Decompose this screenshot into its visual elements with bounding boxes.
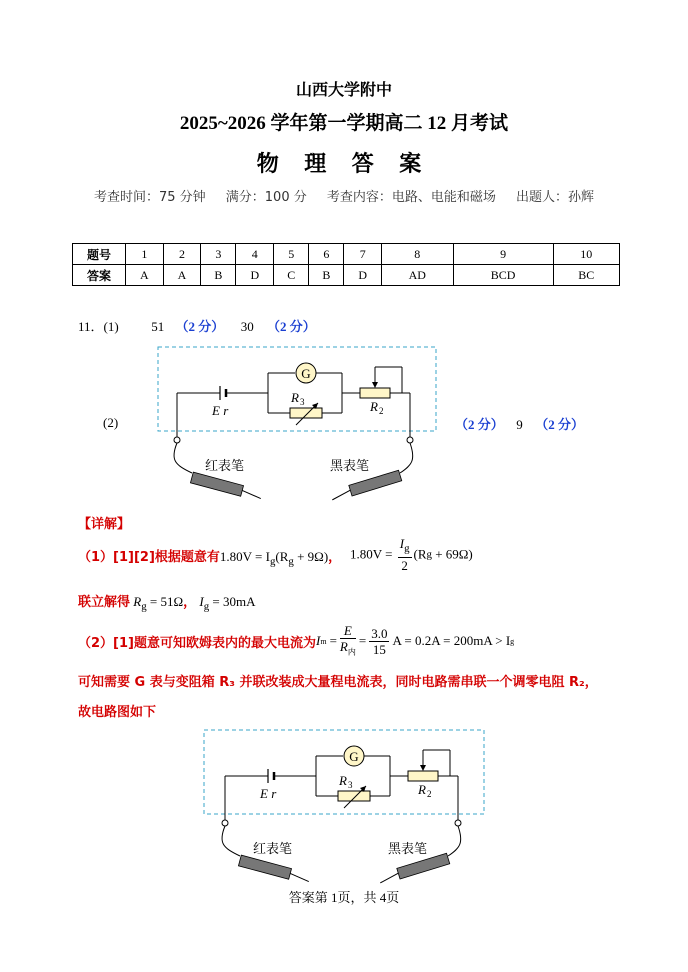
- question-number: 6: [309, 244, 344, 265]
- fraction-numerator: [398, 536, 412, 558]
- eq-part: 1.80V = I: [219, 549, 270, 564]
- black-probe-label: 黑表笔: [388, 841, 428, 856]
- table-row: [73, 265, 620, 286]
- eq-part: R: [339, 639, 348, 654]
- fraction-denominator: 15: [372, 641, 386, 657]
- eq-sub: g: [269, 555, 276, 568]
- fraction: [398, 536, 412, 573]
- separator: ，: [183, 595, 197, 610]
- eq-part: (R: [275, 549, 289, 564]
- eq-part: = 51Ω: [146, 594, 184, 609]
- q11-score3: （2 分）: [455, 417, 504, 432]
- question-number: 2: [163, 244, 201, 265]
- table-header-cell: 答案: [73, 265, 126, 286]
- equation-4: [199, 594, 256, 613]
- resistor-r3: [338, 791, 370, 801]
- answer-cell: BC: [553, 265, 619, 286]
- eq-part: (R: [413, 546, 427, 562]
- question-number: 5: [274, 244, 309, 265]
- question-number: 4: [236, 244, 274, 265]
- circuit-diagram-2: [198, 728, 498, 888]
- r2-label: R: [418, 782, 426, 797]
- galvanometer-label: G: [349, 749, 359, 764]
- slider-arrow-icon: [420, 765, 426, 771]
- r3-label: R: [339, 773, 347, 788]
- r3-label: R: [291, 390, 299, 405]
- equation-1: [219, 549, 329, 568]
- terminal-right: [455, 820, 461, 826]
- question-number: 7: [344, 244, 382, 265]
- answer-cell: A: [163, 265, 201, 286]
- info-author: 出题人：孙辉: [516, 190, 595, 205]
- eq-part: R: [133, 594, 142, 609]
- terminal-right: [407, 437, 413, 443]
- info-score: 满分：100 分: [225, 190, 307, 205]
- answer-cell: BCD: [453, 265, 553, 286]
- table-row: [73, 244, 620, 265]
- answer-cell: C: [274, 265, 309, 286]
- question-number: 10: [553, 244, 619, 265]
- q11-answer2: 30: [240, 319, 254, 334]
- table-header-cell: 题号: [73, 244, 126, 265]
- r2-label: R: [370, 399, 378, 414]
- eq-sub: g: [203, 600, 210, 613]
- emf-label: E r: [260, 786, 277, 801]
- info-content: 考查内容：电路、电能和磁场: [326, 190, 496, 205]
- question-number: 8: [382, 244, 453, 265]
- equation-3: [133, 594, 184, 613]
- eq-part: I: [399, 536, 405, 551]
- q11-score4: （2 分）: [535, 417, 585, 432]
- r3-subscript: 3: [348, 780, 353, 790]
- eq-part: + 69Ω): [431, 546, 473, 562]
- red-probe-label: 红表笔: [253, 841, 293, 856]
- black-probe: [330, 470, 402, 502]
- fraction: [340, 623, 356, 660]
- answer-table: [72, 243, 620, 286]
- explanation-heading: 【详解】: [78, 517, 131, 532]
- eq-sub: m: [320, 636, 327, 646]
- explanation-line1-prefix: （1）[1][2]根据题意有: [78, 550, 220, 565]
- eq-part: I: [315, 633, 321, 649]
- black-probe-label: 黑表笔: [330, 458, 370, 473]
- q11-score1: （2 分）: [175, 319, 225, 334]
- lead-wire: [222, 826, 240, 856]
- page-footer: 答案第 1页，共 4页: [288, 890, 400, 905]
- answer-cell: D: [236, 265, 274, 286]
- red-probe-label: 红表笔: [205, 458, 245, 473]
- explanation-line4: 可知需要 G 表与变阻箱 R₃ 并联改装成大量程电流表，同时电路需串联一个调零电阻 R₂，: [78, 675, 598, 690]
- eq-sub: g: [426, 548, 432, 561]
- q11-part2-answers: [455, 414, 584, 433]
- question-number: 3: [201, 244, 236, 265]
- explanation-line2-prefix: 联立解得: [78, 595, 131, 610]
- galvanometer-label: G: [301, 366, 311, 381]
- eq-sub: g: [141, 600, 147, 613]
- emf-label: E r: [212, 403, 229, 418]
- q11-number: 11．(1): [78, 319, 119, 334]
- eq-sub: g: [510, 636, 515, 646]
- circuit-diagram-1: [150, 345, 450, 505]
- terminal-left: [174, 437, 180, 443]
- fraction-denominator: 2: [401, 557, 408, 573]
- question-number: 1: [126, 244, 164, 265]
- black-probe: [378, 853, 450, 885]
- fraction-numerator: 3.0: [371, 625, 388, 641]
- eq-part: E: [343, 623, 352, 638]
- answer-cell: A: [126, 265, 164, 286]
- r3-subscript: 3: [300, 397, 305, 407]
- separator: ，: [328, 550, 342, 565]
- lead-wire: [448, 826, 461, 856]
- exam-info: [0, 186, 688, 205]
- exam-title: 2025~2026 学年第一学期高二 12 月考试: [179, 113, 509, 134]
- explanation-line5: 故电路图如下: [78, 705, 157, 720]
- question-number: 9: [453, 244, 553, 265]
- q11-answer3: 9: [516, 417, 523, 432]
- q11-part2-label: (2): [103, 415, 119, 430]
- info-time: 考查时间：75 分钟: [93, 190, 206, 205]
- red-probe: [190, 472, 262, 501]
- resistor-r2: [360, 388, 390, 398]
- subject-title: 物 理 答 案: [256, 151, 432, 176]
- r2-subscript: 2: [379, 406, 384, 416]
- answer-cell: B: [201, 265, 236, 286]
- explanation-line2: [78, 591, 256, 613]
- q11-score2: （2 分）: [266, 319, 316, 334]
- eq-sub: g: [404, 542, 410, 555]
- lead-wire: [400, 443, 413, 473]
- eq-part: + 9Ω): [293, 549, 329, 564]
- eq-sub: 内: [347, 647, 356, 657]
- eq-part: = 30mA: [209, 594, 256, 609]
- explanation-line3: [78, 623, 514, 660]
- fraction-denominator: [340, 639, 356, 660]
- eq-part: I: [199, 594, 204, 609]
- equation-5: I m = E $R_内$ = $\frac{3.0}{15}$ A = 0.2A = 200mA > I g: [316, 623, 514, 660]
- terminal-left: [222, 820, 228, 826]
- eq-sub: g: [288, 555, 294, 568]
- resistor-r2: [408, 771, 438, 781]
- school-name: 山西大学附中: [295, 82, 392, 99]
- red-probe: [238, 855, 310, 884]
- equation-2: [350, 536, 473, 573]
- answer-cell: AD: [382, 265, 453, 286]
- q11-answer1: 51: [151, 319, 165, 334]
- lead-wire: [174, 443, 192, 473]
- eq-part: A = 0.2A = 200mA > I: [392, 633, 511, 649]
- answer-cell: B: [309, 265, 344, 286]
- fraction: [369, 626, 389, 657]
- explanation-line1: [78, 546, 341, 568]
- answer-cell: D: [344, 265, 382, 286]
- q11-line1: [78, 316, 316, 335]
- explanation-line3-prefix: （2）[1]题意可知欧姆表内的最大电流为: [78, 635, 316, 651]
- fraction-numerator: [340, 623, 356, 639]
- r2-subscript: 2: [427, 789, 432, 799]
- resistor-r3: [290, 408, 322, 418]
- slider-arrow-icon: [372, 382, 378, 388]
- eq-part: 1.80V =: [350, 546, 393, 562]
